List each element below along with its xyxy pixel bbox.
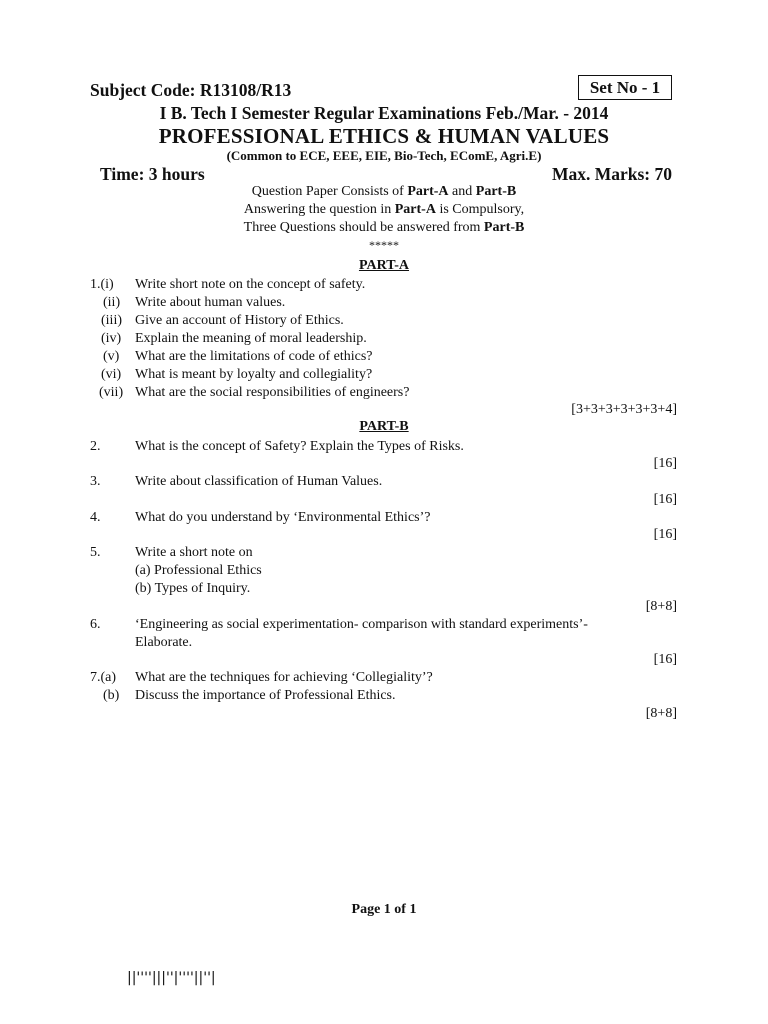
instruction-line-3: Three Questions should be answered from Part-B: [243, 220, 525, 235]
paper-title: PROFESSIONAL ETHICS & HUMAN VALUES: [158, 124, 610, 148]
set-number-box: Set No - 1: [578, 75, 672, 100]
common-to-branches: (Common to ECE, EEE, EIE, Bio-Tech, EComE, Agri.E): [226, 148, 542, 163]
question-7-marks: [8+8]: [645, 706, 677, 721]
max-marks: Max. Marks: 70: [551, 164, 672, 184]
question-6-marks: [16]: [653, 652, 677, 667]
question-2-marks: [16]: [653, 456, 677, 471]
part-b-heading: PART-B: [359, 419, 409, 434]
subject-code: Subject Code: R13108/R13: [90, 80, 292, 100]
instruction-line-1: Question Paper Consists of Part-A and Part-B: [251, 184, 517, 199]
question-3-marks: [16]: [653, 492, 677, 507]
barcode: ||''''|||''|''''||''|: [127, 970, 216, 986]
question-4-marks: [16]: [653, 527, 677, 542]
exam-title: I B. Tech I Semester Regular Examinations Feb./Mar. - 2014: [159, 103, 609, 123]
instruction-line-2: Answering the question in Part-A is Compulsory,: [243, 202, 525, 217]
question-5-marks: [8+8]: [645, 599, 677, 614]
part-a-marks: [3+3+3+3+3+3+4]: [571, 402, 677, 417]
page-number: Page 1 of 1: [351, 902, 417, 917]
part-a-heading: PART-A: [358, 258, 410, 273]
exam-duration: Time: 3 hours: [100, 164, 205, 184]
separator-stars: *****: [369, 238, 399, 252]
